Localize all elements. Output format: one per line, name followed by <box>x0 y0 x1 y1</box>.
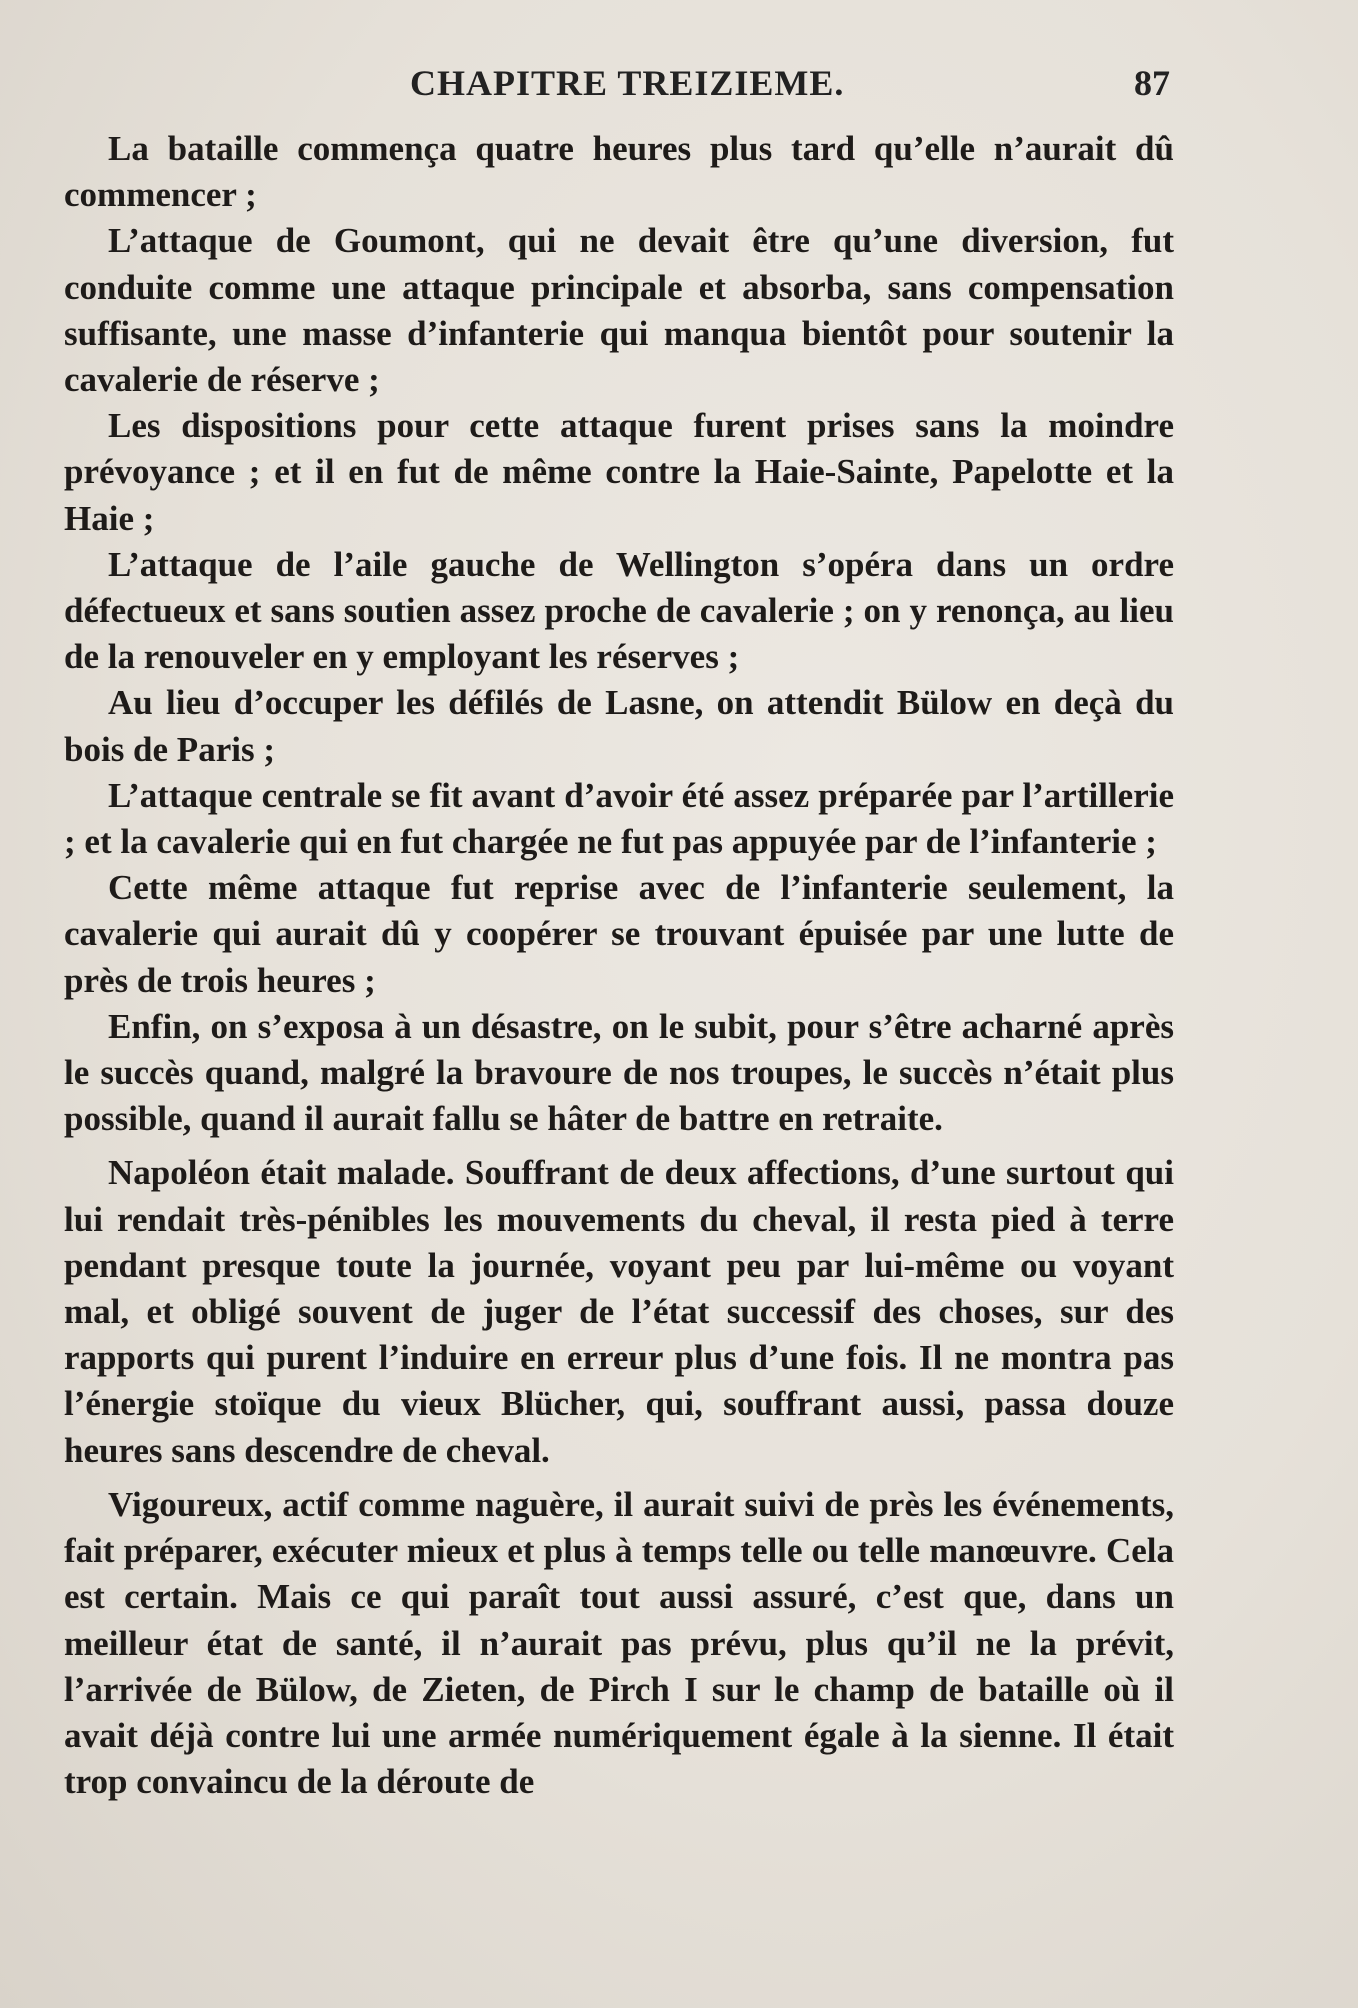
paragraph: L’attaque de Goumont, qui ne devait être qu’une diversion, fut conduite comme une attaque principale et absorba, sans compensation suffisante, une masse d’infanterie qui manqua bientôt pour soutenir la cavalerie de réserve ; <box>64 221 1174 400</box>
paragraph: Au lieu d’occuper les défilés de Lasne, on attendit Bülow en deçà du bois de Paris ; <box>64 683 1174 769</box>
running-title: CHAPITRE TREIZIEME. <box>410 63 845 103</box>
page-header <box>0 62 1358 112</box>
paragraph: La bataille commença quatre heures plus tard qu’elle n’aurait dû commencer ; <box>64 129 1174 215</box>
body-text <box>64 126 1174 1805</box>
page-number: 87 <box>1134 63 1170 103</box>
paragraph: Les dispositions pour cette attaque furent prises sans la moindre prévoyance ; et il en fut de même contre la Haie-Sainte, Papelotte et la Haie ; <box>64 406 1174 538</box>
paragraph: Cette même attaque fut reprise avec de l’infanterie seulement, la cavalerie qui aurait dû y coopérer se trouvant épuisée par une lutte de près de trois heures ; <box>64 868 1174 1000</box>
paragraph: L’attaque centrale se fit avant d’avoir été assez préparée par l’artillerie ; et la cavalerie qui en fut chargée ne fut pas appuyée par de l’infanterie ; <box>64 775 1174 862</box>
paragraph: L’attaque de l’aile gauche de Wellington s’opéra dans un ordre défectueux et sans soutien assez proche de cavalerie ; on y renonça, au lieu de la renouveler en y employant les réserves ; <box>64 544 1174 677</box>
paragraph: Enfin, on s’exposa à un désastre, on le subit, pour s’être acharné après le succès quand, malgré la bravoure de nos troupes, le succès n’était plus possible, quand il aurait fallu se hâter de battre en retraite. <box>64 1006 1174 1139</box>
paragraph: Napoléon était malade. Souffrant de deux affections, d’une surtout qui lui rendait très-pénibles les mouvements du cheval, il resta pied à terre pendant presque toute la journée, voyant peu par lui-même ou voyant mal, et obligé souvent de juger de l’état successif des choses, sur des rapports qui purent l’induire en erreur plus d’une fois. Il ne montra pas l’énergie stoïque du vieux Blücher, qui, souffrant aussi, passa douze heures sans descendre de cheval. <box>64 1153 1174 1470</box>
paragraph: Vigoureux, actif comme naguère, il aurait suivi de près les événements, fait préparer, exécuter mieux et plus à temps telle ou telle manœuvre. Cela est certain. Mais ce qui paraît tout aussi assuré, c’est que, dans un meilleur état de santé, il n’aurait pas prévu, plus qu’il ne la prévit, l’arrivée de Bülow, de Zieten, de Pirch I sur le champ de bataille où il avait déjà contre lui une armée numériquement égale à la sienne. Il était trop convaincu de la déroute de <box>64 1484 1174 1802</box>
